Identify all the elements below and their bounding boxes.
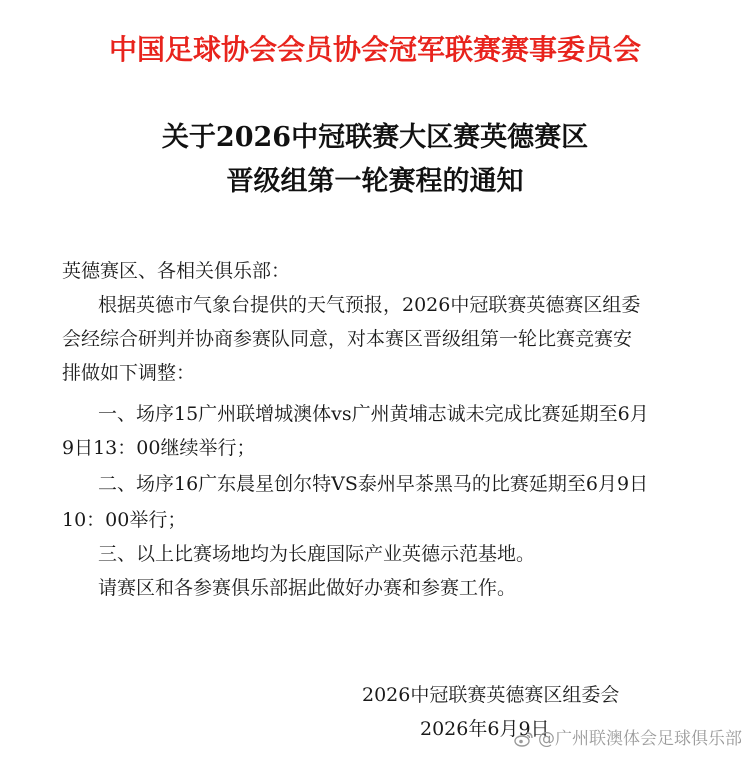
paragraph-1-line-3: 排做如下调整： xyxy=(62,362,196,384)
paragraph-1-line-1: 根据英德市气象台提供的天气预报，2026中冠联赛英德赛区组委 xyxy=(98,294,641,316)
watermark-handle: @广州联澳体会足球俱乐部 xyxy=(538,729,742,749)
item-1-line-1: 一、场序15广州联增城澳体vs广州黄埔志诚未完成比赛延期至6月 xyxy=(98,403,649,425)
signature-date: 2026年6月9日 xyxy=(420,718,550,740)
issuing-organization-header: 中国足球协会会员协会冠军联赛赛事委员会 xyxy=(108,33,641,66)
item-3: 三、以上比赛场地均为长鹿国际产业英德示范基地。 xyxy=(98,543,536,565)
item-1-line-2: 9日13：00继续举行； xyxy=(62,437,256,459)
weibo-icon xyxy=(514,731,534,747)
weibo-watermark xyxy=(514,726,742,752)
notice-title-line-1: 关于2026中冠联赛大区赛英德赛区 xyxy=(161,122,589,153)
item-2-line-2: 10：00举行； xyxy=(62,509,187,531)
paragraph-1-line-2: 会经综合研判并协商参赛队同意，对本赛区晋级组第一轮比赛竞赛安 xyxy=(62,328,633,350)
item-2-line-1: 二、场序16广东晨星创尔特VS泰州早茶黑马的比赛延期至6月9日 xyxy=(98,473,649,495)
notice-title-line-2: 晋级组第一轮赛程的通知 xyxy=(226,166,524,197)
closing-sentence: 请赛区和各参赛俱乐部据此做好办赛和参赛工作。 xyxy=(98,577,517,599)
signature-organization: 2026中冠联赛英德赛区组委会 xyxy=(362,684,620,706)
salutation: 英德赛区、各相关俱乐部： xyxy=(62,260,291,282)
